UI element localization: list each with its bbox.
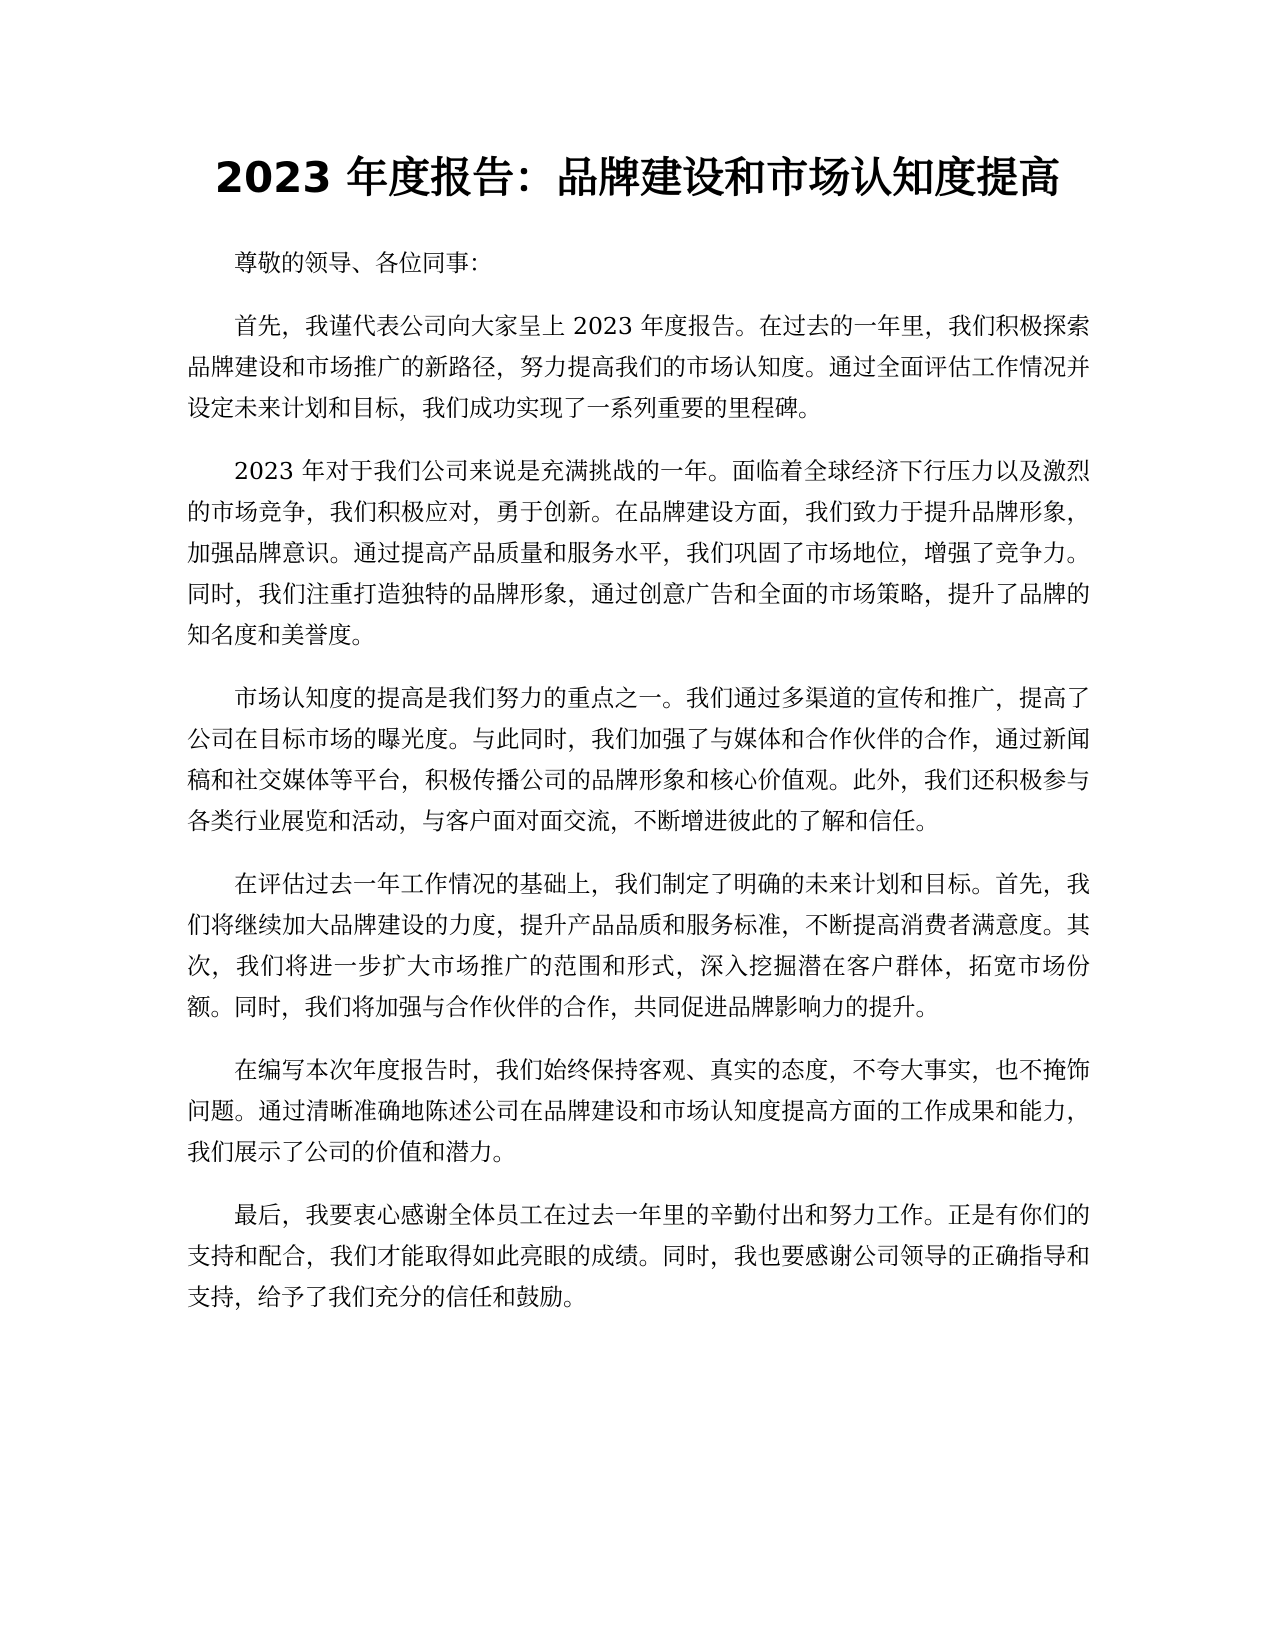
body-paragraph: 在编写本次年度报告时，我们始终保持客观、真实的态度，不夸大事实，也不掩饰问题。通过清晰准确地陈述公司在品牌建设和市场认知度提高方面的工作成果和能力，我们展示了公司的价值和潜力。 bbox=[187, 1056, 1090, 1166]
document-body bbox=[187, 243, 1090, 1340]
body-paragraph: 2023 年对于我们公司来说是充满挑战的一年。面临着全球经济下行压力以及激烈的市场竞争，我们积极应对，勇于创新。在品牌建设方面，我们致力于提升品牌形象，加强品牌意识。通过提高产品质量和服务水平，我们巩固了市场地位，增强了竞争力。同时，我们注重打造独特的品牌形象，通过创意广告和全面的市场策略，提升了品牌的知名度和美誉度。 bbox=[187, 457, 1090, 649]
body-paragraph: 在评估过去一年工作情况的基础上，我们制定了明确的未来计划和目标。首先，我们将继续加大品牌建设的力度，提升产品品质和服务标准，不断提高消费者满意度。其次，我们将进一步扩大市场推广的范围和形式，深入挖掘潜在客户群体，拓宽市场份额。同时，我们将加强与合作伙伴的合作，共同促进品牌影响力的提升。 bbox=[187, 870, 1090, 1021]
document-title: 2023 年度报告：品牌建设和市场认知度提高 bbox=[214, 153, 1061, 202]
body-paragraph: 市场认知度的提高是我们努力的重点之一。我们通过多渠道的宣传和推广，提高了公司在目标市场的曝光度。与此同时，我们加强了与媒体和合作伙伴的合作，通过新闻稿和社交媒体等平台，积极传播公司的品牌形象和核心价值观。此外，我们还积极参与各类行业展览和活动，与客户面对面交流，不断增进彼此的了解和信任。 bbox=[187, 684, 1090, 835]
greeting-paragraph: 尊敬的领导、各位同事： bbox=[234, 249, 493, 277]
body-paragraph: 最后，我要衷心感谢全体员工在过去一年里的辛勤付出和努力工作。正是有你们的支持和配合，我们才能取得如此亮眼的成绩。同时，我也要感谢公司领导的正确指导和支持，给予了我们充分的信任和鼓励。 bbox=[187, 1201, 1090, 1311]
body-paragraph: 首先，我谨代表公司向大家呈上 2023 年度报告。在过去的一年里，我们积极探索品牌建设和市场推广的新路径，努力提高我们的市场认知度。通过全面评估工作情况并设定未来计划和目标，我们成功实现了一系列重要的里程碑。 bbox=[187, 312, 1090, 422]
